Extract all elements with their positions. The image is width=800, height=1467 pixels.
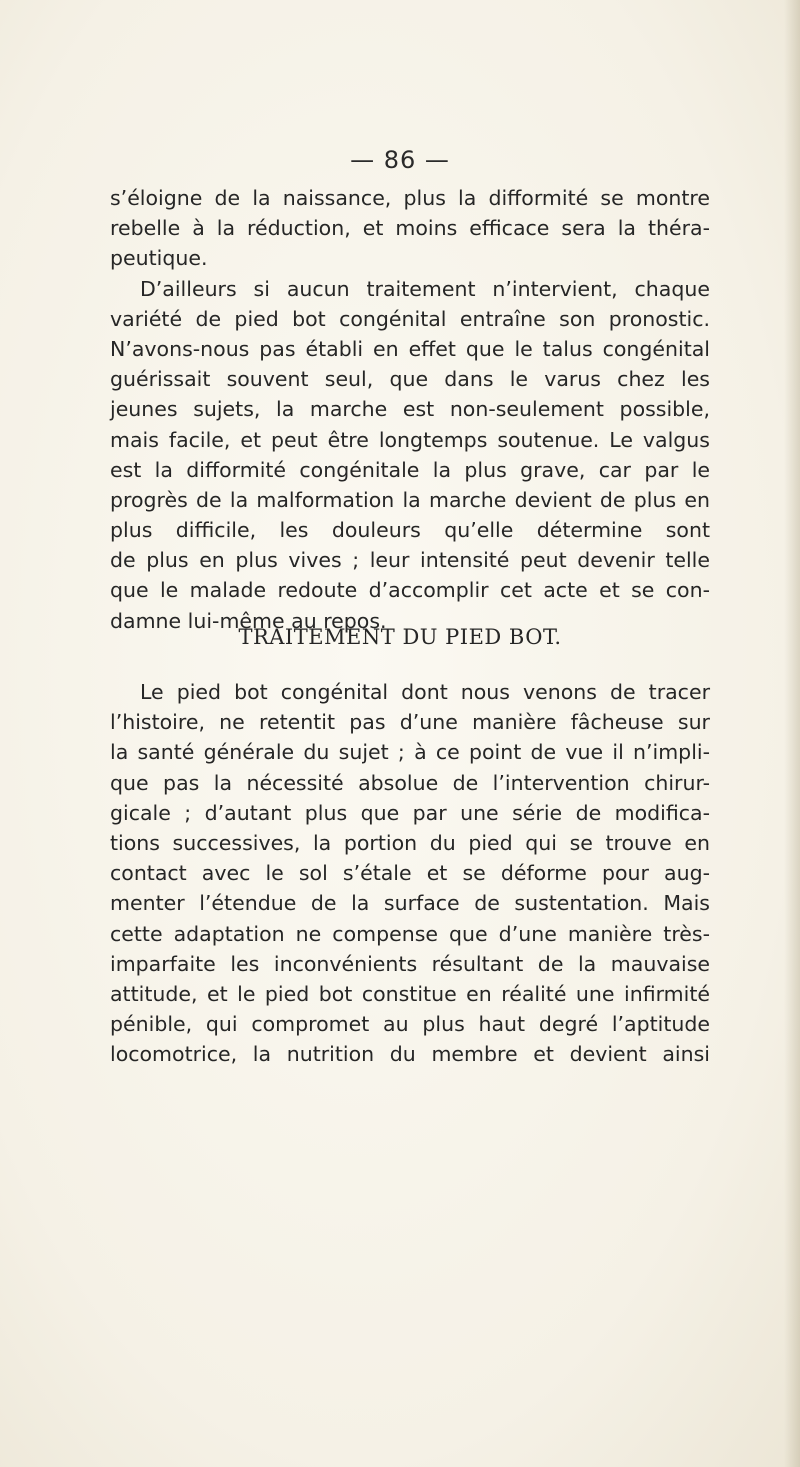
text-line: l’histoire, ne retentit pas d’une manière fâcheuse sur	[110, 710, 710, 735]
text-line: locomotrice, la nutrition du membre et devient ainsi	[110, 1042, 710, 1067]
text-line: D’ailleurs si aucun traitement n’intervient, chaque	[140, 276, 710, 301]
text-line: pénible, qui compromet au plus haut degré l’aptitude	[110, 1012, 710, 1037]
text-line: de plus en plus vives ; leur intensité peut devenir telle	[110, 548, 710, 573]
text-line: menter l’étendue de la surface de sustentation. Mais	[110, 891, 710, 916]
text-block-bottom	[110, 677, 710, 1069]
text-line: damne lui-même au repos.	[110, 608, 387, 633]
text-line: attitude, et le pied bot constitue en réalité une infirmité	[110, 981, 710, 1006]
text-line: plus difficile, les douleurs qu’elle détermine sont	[110, 518, 710, 543]
text-line: peutique.	[110, 246, 208, 271]
text-line: Le pied bot congénital dont nous venons de tracer	[140, 680, 710, 704]
page-number: — 86 —	[350, 146, 450, 174]
text-block-top	[110, 183, 710, 636]
text-line: variété de pied bot congénital entraîne son pronostic.	[110, 306, 710, 331]
text-line: progrès de la malformation la marche devient de plus en	[110, 487, 710, 512]
text-line: guérissait souvent seul, que dans le varus chez les	[110, 367, 710, 392]
text-line: cette adaptation ne compense que d’une manière très-	[110, 921, 710, 946]
section-heading: TRAITEMENT DU PIED BOT.	[238, 625, 562, 649]
text-line: que le malade redoute d’accomplir cet acte et se con-	[110, 578, 710, 603]
text-line: rebelle à la réduction, et moins efficace sera la théra-	[110, 216, 710, 241]
page-edge-shadow	[784, 0, 800, 1467]
text-line: la santé générale du sujet ; à ce point de vue il n’impli-	[110, 740, 710, 765]
text-line: gicale ; d’autant plus que par une série de modifica-	[110, 800, 710, 825]
text-line: imparfaite les inconvénients résultant de la mauvaise	[110, 951, 710, 976]
text-line: est la difformité congénitale la plus grave, car par le	[110, 457, 710, 482]
text-line: contact avec le sol s’étale et se déforme pour aug-	[110, 861, 710, 886]
text-line: N’avons-nous pas établi en effet que le talus congénital	[110, 336, 710, 361]
text-line: jeunes sujets, la marche est non-seulement possible,	[110, 397, 710, 422]
text-line: tions successives, la portion du pied qui se trouve en	[110, 830, 710, 855]
text-line: mais facile, et peut être longtemps soutenue. Le valgus	[110, 427, 710, 452]
text-line: que pas la nécessité absolue de l’intervention chirur-	[110, 770, 710, 795]
text-line: s’éloigne de la naissance, plus la difformité se montre	[110, 186, 710, 210]
